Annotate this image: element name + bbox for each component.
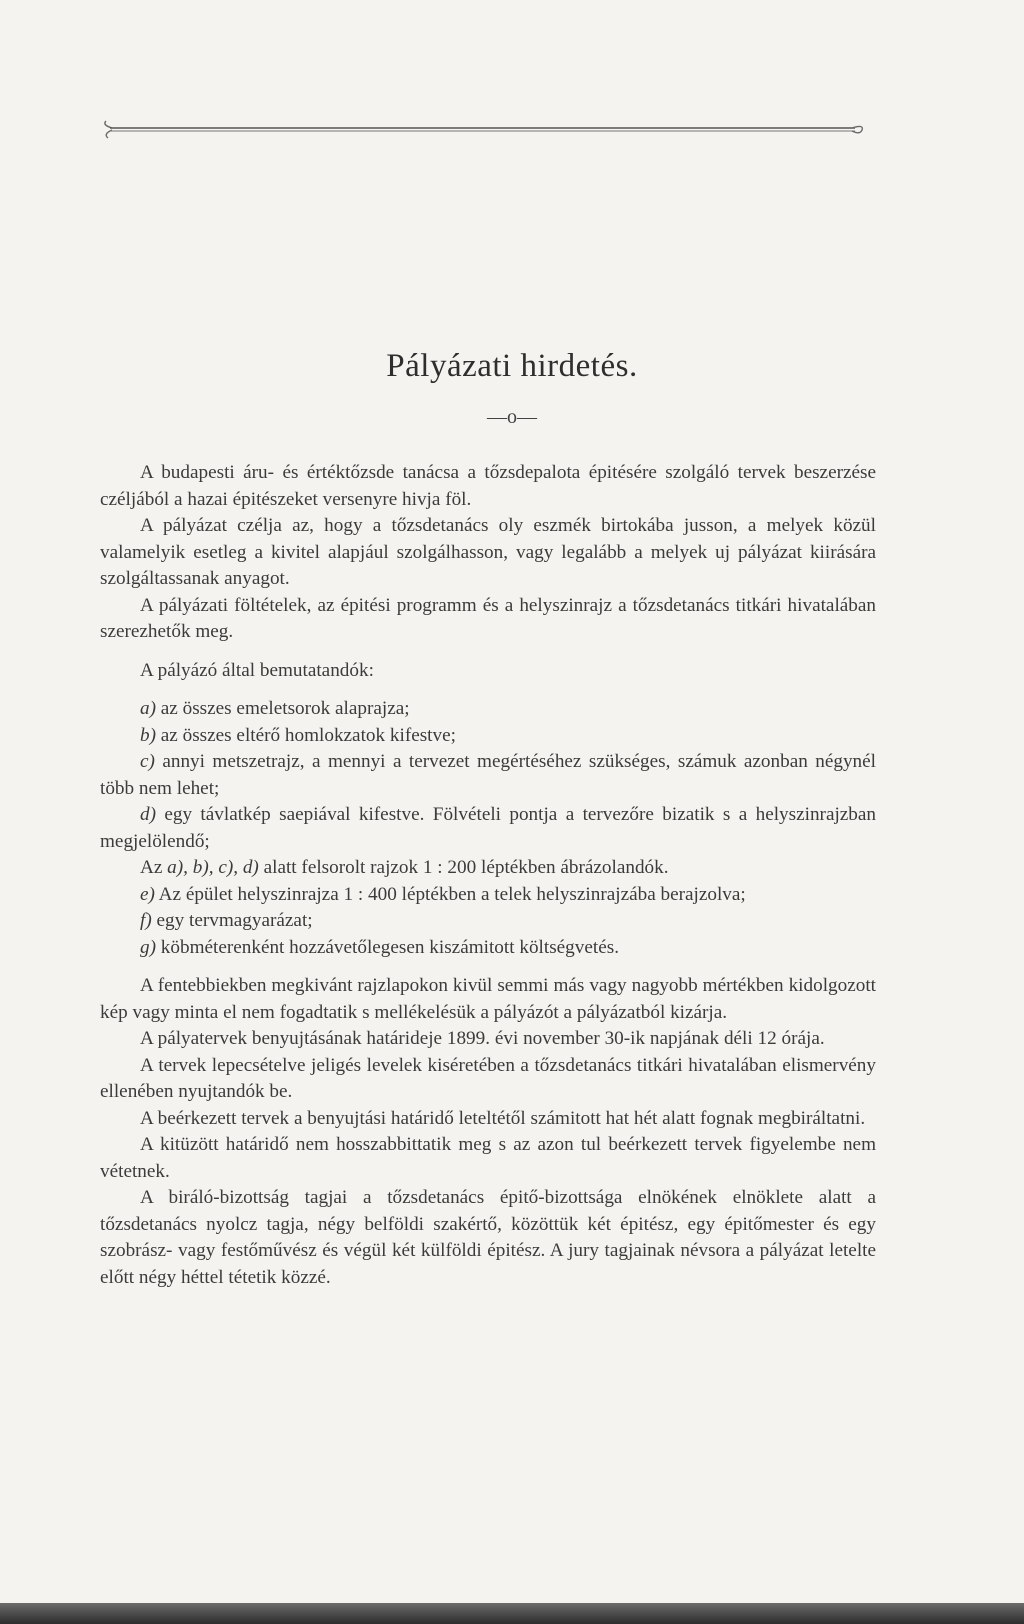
paragraph-intro: A budapesti áru- és értéktőzsde tanácsa a tőzsdepalota épitésére szolgáló tervek beszerzése czéljából a hazai épitészeket versenyre hivja föl. [100, 462, 876, 510]
item-label: b) [140, 724, 156, 746]
list-item-c [100, 749, 876, 802]
paragraph-submissions-heading: A pályázó által bemutatandók: [140, 659, 374, 681]
paragraph-exclusion: A fentebbiekben megkivánt rajzlapokon kivül semmi más vagy nagyobb mértékben kidolgozott kép vagy minta el nem fogadtatik s mellékelésük a pályázót a pályázatból kizárja. [100, 975, 876, 1023]
item-prefix: Az [140, 857, 163, 878]
paragraph-jury: A biráló-bizottság tagjai a tőzsdetanács épitő-bizottsága elnökének elnöklete alatt a tőzsdetanács nyolcz tagja, négy belföldi szakértő, közöttük két épitész, egy épitőmester és egy szobrász- vagy festőművész és végül két külföldi épitész. A jury tagjainak névsora a pályázat letelte előtt négy héttel tétetik közzé. [100, 1187, 876, 1288]
item-label: a) [140, 698, 156, 719]
list-item-d [100, 802, 876, 855]
paragraph-submission-method: A tervek lepecsételve jeligés levelek kiséretében a tőzsdetanács titkári hivatalában elismervény ellenében nyujtandók be. [100, 1054, 876, 1102]
paragraph-conditions: A pályázati föltételek, az épitési programm és a helyszinrajz a tőzsdetanács titkári hivatalában szerezhetők meg. [100, 594, 876, 642]
item-text: annyi metszetrajz, a mennyi a tervezet megértéséhez szükséges, számuk azonban négynél több nem lehet; [100, 751, 876, 799]
list-item-f [100, 908, 876, 935]
item-label: e) [140, 883, 155, 905]
paragraph-deadline: A pályatervek benyujtásának határideje 1899. évi november 30-ik napjának déli 12 órája. [140, 1028, 825, 1049]
paragraph-no-extension: A kitüzött határidő nem hosszabbittatik meg s az azon tul beérkezett tervek figyelembe nem vétetnek. [100, 1134, 876, 1182]
list-item-b [100, 723, 876, 750]
decorative-top-rule [100, 118, 868, 140]
item-label: a), b), c), d) [167, 857, 259, 878]
scan-edge-bar [0, 1603, 1024, 1624]
item-label: f) [140, 910, 152, 931]
list-item-e [100, 882, 876, 909]
item-text: egy tervmagyarázat; [156, 910, 313, 931]
item-text: az összes emeletsorok alaprajza; [160, 698, 410, 719]
item-text: Az épület helyszinrajza 1 : 400 léptékben a telek helyszinrajzába berajzolva; [158, 883, 746, 905]
item-label: g) [140, 936, 156, 958]
item-text: alatt felsorolt rajzok 1 : 200 léptékben ábrázolandók. [263, 857, 669, 878]
item-label: c) [140, 751, 155, 772]
item-label: d) [140, 804, 156, 825]
paragraph-purpose: A pályázat czélja az, hogy a tőzsdetanács oly eszmék birtokába jusson, a melyek közül valamelyik esetleg a kivitel alapjául szolgálhasson, vagy legalább a melyek uj pályázat kiirására szolgáltassanak anyagot. [100, 515, 876, 589]
paragraph-review-period: A beérkezett tervek a benyujtási határidő leteltétől számitott hat hét alatt fognak megbiráltatni. [140, 1107, 866, 1129]
page-title: Pályázati hirdetés. [386, 348, 638, 384]
list-item-a [100, 696, 876, 723]
announcement-body [100, 460, 876, 1291]
title-separator: —o— [487, 406, 537, 428]
list-item-scale [100, 855, 876, 882]
item-text: az összes eltérő homlokzatok kifestve; [160, 724, 456, 746]
item-text: köbméterenként hozzávetőlegesen kiszámitott költségvetés. [160, 936, 619, 958]
list-item-g [100, 935, 876, 962]
item-text: egy távlatkép saepiával kifestve. Fölvételi pontja a tervezőre bizatik s a helyszinrajzban megjelölendő; [100, 804, 877, 852]
